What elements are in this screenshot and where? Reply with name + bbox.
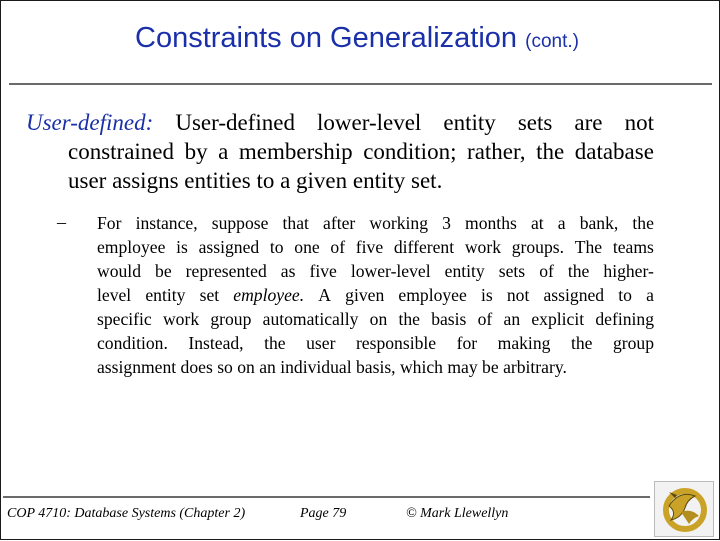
logo-frame <box>654 481 714 537</box>
word: one <box>294 237 320 257</box>
footer-divider <box>3 496 650 498</box>
word: employee <box>97 237 166 257</box>
word: entity <box>444 261 485 281</box>
word: condition; <box>363 139 457 164</box>
word: is <box>176 237 188 257</box>
word: set <box>199 285 220 305</box>
definition-line-3: user assigns entities to a given entity set. <box>68 168 443 193</box>
word: group <box>612 333 654 353</box>
word: an <box>503 309 521 329</box>
pegasus-logo-icon <box>655 482 713 536</box>
word: are <box>574 110 603 135</box>
word: entity <box>145 285 186 305</box>
definition-line-1 <box>26 108 654 137</box>
word: condition. <box>97 333 168 353</box>
word: of <box>477 309 493 329</box>
definition-term: User-defined: <box>26 110 154 135</box>
example-line <box>97 211 654 235</box>
footer-page-number: Page 79 <box>300 506 347 521</box>
word: of <box>330 237 346 257</box>
word: User-defined <box>175 110 295 135</box>
word: is <box>480 285 493 305</box>
word: group <box>210 309 252 329</box>
word: defining <box>595 309 654 329</box>
word: membership <box>238 139 353 164</box>
word: as <box>280 261 296 281</box>
word: months <box>465 213 517 233</box>
word: lower-level <box>350 261 431 281</box>
word: lower-level <box>317 110 422 135</box>
title-suffix: (cont.) <box>525 31 579 52</box>
word: explicit <box>531 309 585 329</box>
word: specific <box>97 309 152 329</box>
word: be <box>155 261 172 281</box>
word: basis <box>431 309 467 329</box>
word: The <box>574 237 603 257</box>
word: working <box>369 213 429 233</box>
word: employee <box>398 285 467 305</box>
word: a <box>557 213 566 233</box>
word: Instead, <box>188 333 244 353</box>
word: assigned <box>198 237 260 257</box>
word: that <box>282 213 309 233</box>
title-main: Constraints on Generalization <box>135 22 518 54</box>
word: given <box>345 285 385 305</box>
example-line <box>97 331 654 355</box>
word: to <box>269 237 284 257</box>
word: For <box>97 213 122 233</box>
slide-title <box>0 22 714 55</box>
word: level <box>97 285 132 305</box>
word: constrained <box>68 139 175 164</box>
word: five <box>355 237 384 257</box>
word: after <box>323 213 356 233</box>
word: sets <box>517 110 553 135</box>
footer-course: COP 4710: Database Systems (Chapter 2) <box>7 506 246 521</box>
word: automatically <box>262 309 359 329</box>
word: not <box>506 285 530 305</box>
word: employee. <box>233 285 305 305</box>
word: at <box>530 213 544 233</box>
word: by <box>184 139 208 164</box>
word: the <box>536 139 565 164</box>
word: making <box>497 333 551 353</box>
example-line-last: assignment does so on an individual basis, which may be arbitrary. <box>97 357 567 377</box>
word: a <box>646 285 654 305</box>
word: the <box>264 333 286 353</box>
word: sets <box>498 261 526 281</box>
example-line <box>97 283 654 307</box>
word: groups. <box>511 237 565 257</box>
word: represented <box>185 261 267 281</box>
example-line <box>97 259 654 283</box>
word: the <box>567 261 590 281</box>
word: on <box>369 309 388 329</box>
footer-author: © Mark Llewellyn <box>406 506 509 521</box>
word: user <box>306 333 336 353</box>
word: five <box>309 261 337 281</box>
word: different <box>393 237 455 257</box>
word: work <box>464 237 502 257</box>
word: 3 <box>442 213 451 233</box>
word: not <box>624 110 654 135</box>
word: bank, <box>579 213 619 233</box>
word: rather, <box>467 139 526 164</box>
word: to <box>618 285 632 305</box>
word: responsible <box>355 333 437 353</box>
word: entity <box>443 110 496 135</box>
word: the <box>570 333 593 353</box>
word: suppose <box>211 213 269 233</box>
definition-line-2 <box>68 137 654 166</box>
bullet-dash: – <box>57 212 66 232</box>
word: the <box>632 213 654 233</box>
example-line <box>97 307 654 331</box>
word: the <box>398 309 420 329</box>
word: of <box>539 261 554 281</box>
word: would <box>97 261 141 281</box>
title-divider <box>9 83 712 85</box>
word: a <box>218 139 229 164</box>
example-line <box>97 235 654 259</box>
word: for <box>456 333 478 353</box>
word: work <box>162 309 200 329</box>
word: instance, <box>135 213 198 233</box>
word: higher- <box>603 261 654 281</box>
word: assigned <box>543 285 605 305</box>
word: teams <box>612 237 654 257</box>
word: A <box>318 285 331 305</box>
word: database <box>574 139 654 164</box>
